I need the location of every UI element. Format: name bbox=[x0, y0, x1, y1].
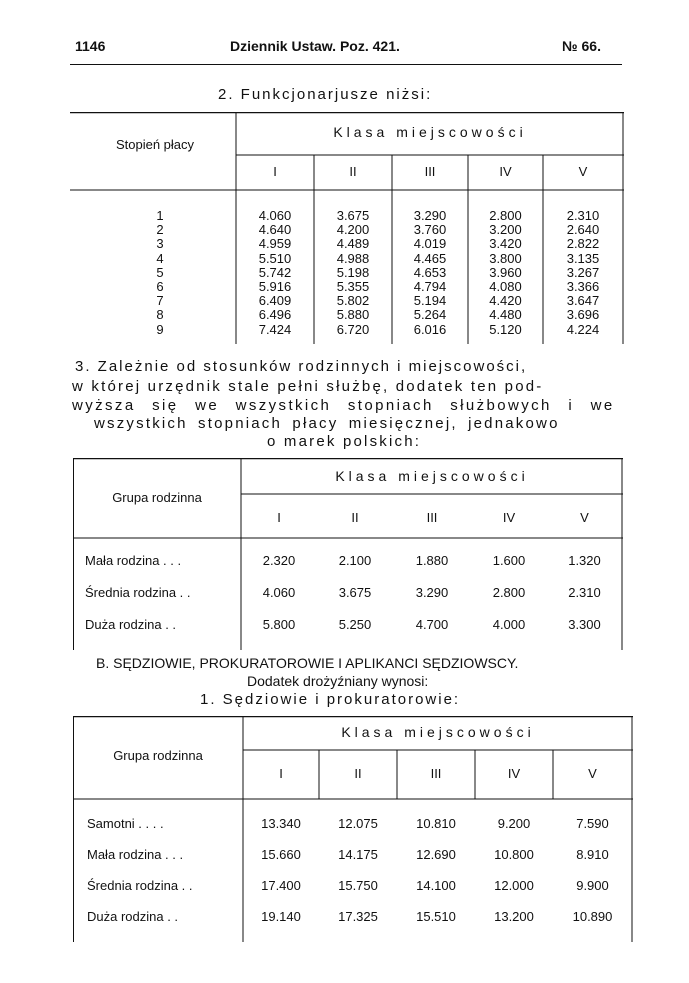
table1-cell: 5.355 bbox=[336, 279, 370, 294]
sectionB-subheading: Dodatek drożyźniany wynosi: bbox=[247, 673, 429, 689]
table2-cell: 4.060 bbox=[262, 585, 296, 600]
section3-line-4: wszystkich stopniach płacy miesięcznej, jednakowo bbox=[94, 415, 560, 432]
table1-cell: 2.310 bbox=[566, 208, 600, 223]
page-number: 1146 bbox=[75, 38, 106, 54]
table2-cell: 5.250 bbox=[338, 617, 372, 632]
table1-group-header: Klasa miejscowości bbox=[333, 124, 527, 140]
section3-line-1-text: 3. Zależnie od stosunków rodzinnych i miejscowości, bbox=[75, 358, 528, 375]
table1-cell: 5.916 bbox=[258, 279, 292, 294]
section3-line-5: o marek polskich: bbox=[267, 433, 422, 450]
section2-title: 2. Funkcjonarjusze niżsi: bbox=[218, 86, 433, 103]
table1-cell: 4.224 bbox=[566, 321, 600, 337]
table-sedziowie bbox=[73, 716, 633, 942]
table2-cell: 3.290 bbox=[415, 585, 449, 600]
table3-cell: 12.000 bbox=[494, 878, 534, 893]
table1-stopien: 8 bbox=[156, 307, 164, 323]
table3-col-III: III bbox=[430, 766, 442, 781]
table1-cell: 3.420 bbox=[489, 236, 522, 252]
section3-line-2: w której urzędnik stale pełni służbę, dodatek ten pod- bbox=[72, 378, 544, 395]
table3-cell: 9.900 bbox=[576, 878, 609, 893]
table2-col-II: II bbox=[351, 510, 359, 525]
journal-title: Dziennik Ustaw. Poz. 421. bbox=[230, 38, 400, 54]
table1-cell: 5.802 bbox=[336, 293, 370, 309]
table1-stopien: 6 bbox=[156, 279, 164, 294]
table1-stopien: 2 bbox=[156, 222, 164, 238]
table3-col-I: I bbox=[279, 766, 283, 781]
table3-cell: 17.400 bbox=[261, 878, 301, 893]
table2-cell: 2.800 bbox=[492, 585, 526, 600]
table1-cell: 4.420 bbox=[489, 293, 522, 309]
table2-group-header: Klasa miejscowości bbox=[335, 468, 529, 484]
table1-cell: 3.366 bbox=[566, 279, 600, 294]
table3-cell: 14.100 bbox=[416, 878, 456, 893]
table1-cell: 4.200 bbox=[336, 222, 370, 238]
table3-cell: 15.510 bbox=[416, 909, 456, 924]
table1-cell: 5.880 bbox=[336, 307, 370, 323]
table2-row-label: Mała rodzina . . . bbox=[85, 553, 182, 568]
table1-cell: 4.653 bbox=[413, 264, 447, 280]
table1-cell: 3.760 bbox=[413, 222, 447, 238]
table1-cell: 6.496 bbox=[258, 307, 292, 323]
table3-group-header: Klasa miejscowości bbox=[341, 724, 535, 740]
sectionB-subtitle: 1. Sędziowie i prokuratorowie: bbox=[200, 691, 461, 708]
table2-cell: 3.675 bbox=[338, 585, 372, 600]
table1-cell: 4.959 bbox=[258, 236, 292, 252]
table3-col-II: II bbox=[354, 766, 362, 781]
table1-col-II: II bbox=[349, 164, 357, 179]
table2-col-V: V bbox=[580, 510, 589, 525]
table1-cell: 3.290 bbox=[413, 208, 447, 223]
table3-cell: 12.075 bbox=[338, 816, 378, 831]
table2-col-III: III bbox=[426, 510, 438, 525]
table1-cell: 2.800 bbox=[489, 208, 522, 223]
table1-stopien: 4 bbox=[156, 250, 164, 266]
table1-cell: 2.822 bbox=[566, 236, 600, 252]
table3-cell: 10.800 bbox=[494, 847, 534, 862]
table2-cell: 1.320 bbox=[568, 553, 601, 568]
sectionB-heading: B. SĘDZIOWIE, PROKURATOROWIE I APLIKANCI SĘDZIOWSCY. bbox=[96, 655, 519, 671]
table2-cell: 3.300 bbox=[568, 617, 601, 632]
table2-cell: 5.800 bbox=[262, 617, 296, 632]
table3-row-label: Mała rodzina . . . bbox=[87, 847, 184, 862]
table1-stopien: 3 bbox=[156, 236, 164, 252]
table2-cell: 2.310 bbox=[568, 585, 601, 600]
table2-row-header: Grupa rodzinna bbox=[112, 490, 202, 505]
table1-cell: 7.424 bbox=[258, 321, 292, 337]
table1-cell: 4.465 bbox=[413, 250, 447, 266]
table1-cell: 3.200 bbox=[489, 222, 522, 238]
table1-cell: 6.409 bbox=[258, 293, 292, 309]
table3-row-label: Średnia rodzina . . bbox=[87, 878, 193, 893]
table1-cell: 3.267 bbox=[566, 264, 600, 280]
table1-stopien: 7 bbox=[156, 293, 164, 309]
table2-col-IV: IV bbox=[502, 510, 516, 525]
table1-row-header: Stopień płacy bbox=[115, 137, 195, 152]
section3-line-1 bbox=[75, 358, 623, 375]
table3-cell: 8.910 bbox=[576, 847, 609, 862]
table1-cell: 5.120 bbox=[489, 321, 522, 337]
table1-col-V: V bbox=[578, 164, 588, 179]
section3-line-3: wyższa się we wszystkich stopniach służbowych i we bbox=[72, 397, 615, 414]
table3-row-label: Duża rodzina . . bbox=[87, 909, 179, 924]
table1-cell: 4.640 bbox=[258, 222, 292, 238]
table1-cell: 5.194 bbox=[413, 293, 447, 309]
table-dodatek-rodzinny bbox=[73, 458, 623, 650]
table2-cell: 4.000 bbox=[492, 617, 526, 632]
table2-col-I: I bbox=[277, 510, 281, 525]
table1-cell: 3.647 bbox=[566, 293, 600, 309]
table3-cell: 7.590 bbox=[576, 816, 609, 831]
table3-cell: 17.325 bbox=[338, 909, 378, 924]
table3-cell: 14.175 bbox=[338, 847, 378, 862]
table1-stopien: 5 bbox=[156, 264, 164, 280]
table1-cell: 4.988 bbox=[336, 250, 370, 266]
table3-col-IV: IV bbox=[507, 766, 521, 781]
table3-cell: 15.660 bbox=[261, 847, 301, 862]
table2-cell: 1.880 bbox=[415, 553, 449, 568]
issue-number: № 66. bbox=[562, 38, 601, 54]
table2-row-label: Średnia rodzina . . bbox=[85, 585, 191, 600]
table3-cell: 10.890 bbox=[572, 909, 613, 924]
table1-cell: 4.480 bbox=[489, 307, 522, 323]
table1-stopien: 1 bbox=[156, 208, 164, 223]
table3-row-label: Samotni . . . . bbox=[87, 816, 164, 831]
table1-stopien: 9 bbox=[156, 321, 164, 337]
table2-cell: 2.320 bbox=[262, 553, 296, 568]
table1-cell: 4.060 bbox=[258, 208, 292, 223]
table3-row-header: Grupa rodzinna bbox=[113, 748, 203, 763]
table1-cell: 6.720 bbox=[336, 321, 370, 337]
table2-cell: 1.600 bbox=[492, 553, 526, 568]
table2-cell: 4.700 bbox=[415, 617, 449, 632]
table3-cell: 13.340 bbox=[261, 816, 301, 831]
table1-cell: 3.960 bbox=[489, 264, 522, 280]
table2-row-label: Duża rodzina . . bbox=[85, 617, 177, 632]
table1-cell: 4.489 bbox=[336, 236, 370, 252]
table3-col-V: V bbox=[588, 766, 597, 781]
table1-cell: 4.794 bbox=[413, 279, 447, 294]
table3-cell: 19.140 bbox=[261, 909, 301, 924]
table3-cell: 13.200 bbox=[494, 909, 534, 924]
table1-cell: 5.264 bbox=[413, 307, 447, 323]
table1-col-III: III bbox=[424, 164, 436, 179]
table1-cell: 3.800 bbox=[489, 250, 522, 266]
table1-col-IV: IV bbox=[499, 164, 512, 179]
table1-cell: 5.510 bbox=[258, 250, 292, 266]
table2-cell: 2.100 bbox=[338, 553, 372, 568]
table1-cell: 4.019 bbox=[413, 236, 447, 252]
table1-cell: 2.640 bbox=[566, 222, 600, 238]
table3-cell: 15.750 bbox=[338, 878, 378, 893]
table1-col-I: I bbox=[273, 164, 277, 179]
table1-cell: 5.742 bbox=[258, 264, 292, 280]
table1-cell: 3.675 bbox=[336, 208, 370, 223]
table-funkcjonarjusze bbox=[70, 112, 624, 344]
table1-cell: 3.696 bbox=[566, 307, 600, 323]
table1-cell: 6.016 bbox=[413, 321, 447, 337]
header-rule bbox=[70, 64, 622, 65]
table1-cell: 5.198 bbox=[336, 264, 370, 280]
table3-cell: 9.200 bbox=[497, 816, 531, 831]
table3-cell: 10.810 bbox=[416, 816, 456, 831]
table1-cell: 3.135 bbox=[566, 250, 600, 266]
table1-cell: 4.080 bbox=[489, 279, 522, 294]
table3-cell: 12.690 bbox=[416, 847, 456, 862]
